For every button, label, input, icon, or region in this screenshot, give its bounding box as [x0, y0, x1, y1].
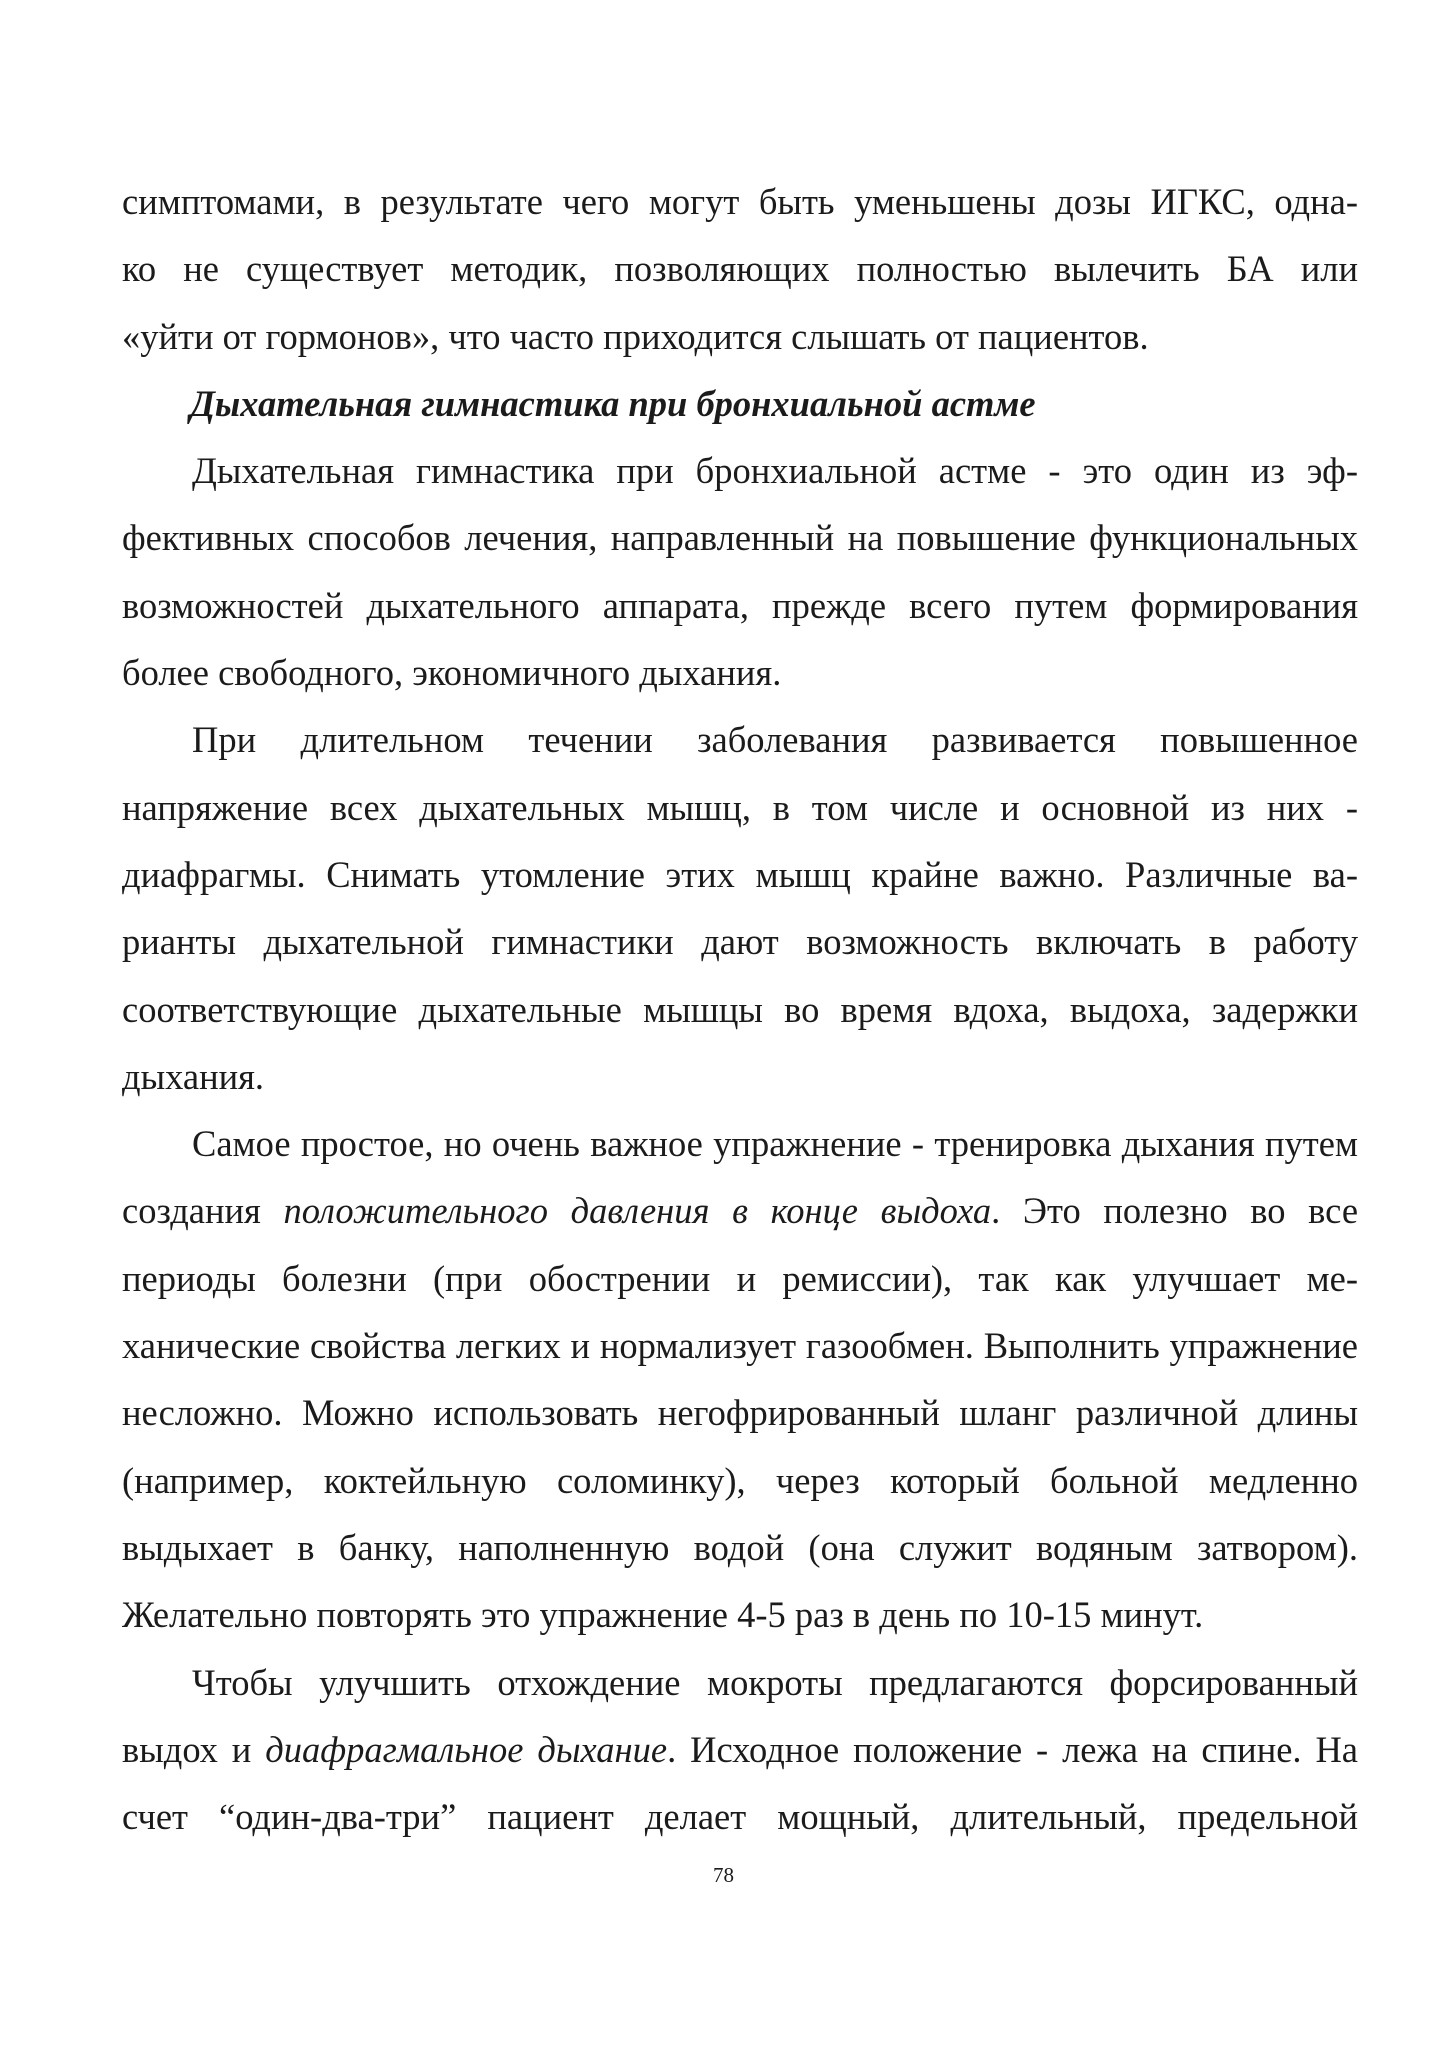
section-heading: Дыхательная гимнастика при бронхиальной астме	[190, 382, 1036, 424]
emphasis-text: диафрагмальное дыхание	[265, 1728, 668, 1770]
paragraph-text: Самое простое, но очень важное упражнение - тренировка дыхания путем создания	[122, 1123, 1358, 1232]
paragraph-text: Чтобы улучшить отхождение мокроты предлагаются форсированный выдох и	[122, 1661, 1358, 1770]
paragraph-text: . Исходное положение - лежа на спине. На счет “один-два-три” пациент делает мощный, длительный, предельной	[122, 1728, 1358, 1838]
emphasis-text: положительного давления в конце выдоха	[283, 1190, 992, 1232]
page-number: 78	[713, 1863, 734, 1887]
page-body	[122, 168, 1358, 1850]
paragraph	[122, 1110, 1358, 1648]
paragraph-text: . Это полезно во все периоды болезни (при обострении и ремиссии), так как улучшает механические свойства легких и нормализует газообмен. Выполнить упражнение несложно. Можно использовать негофрированный шланг различной длины (например, коктейльную соломинку), через который больной медленно выдыхает в банку, наполненную водой (она служит водяным затвором). Желательно повторять это упражнение 4-5 раз в день по 10-15 минут.	[122, 1190, 1359, 1636]
paragraph: Дыхательная гимнастика при бронхиальной астме - это один из эффективных способов лечения, направленный на повышение функциональных возможностей дыхательного аппарата, прежде всего путем формирования более свободного, экономичного дыхания.	[122, 450, 1358, 694]
text-line: «уйти от гормонов», что часто приходится слышать от пациентов.	[122, 315, 1149, 357]
text-line: симптомами, в результате чего могут быть уменьшены дозы ИГКС, одна-	[122, 181, 1358, 222]
text-line: ко не существует методик, позволяющих полностью вылечить БА или	[122, 248, 1358, 290]
paragraph	[122, 1649, 1358, 1851]
paragraph: При длительном течении заболевания развивается повышенное напряжение всех дыхательных мышц, в том числе и основной из них - диафрагмы. Снимать утомление этих мышц крайне важно. Различные варианты дыхательной гимнастики дают возможность включать в работу соответствующие дыхательные мышцы во время вдоха, выдоха, задержки дыхания.	[122, 719, 1358, 1097]
